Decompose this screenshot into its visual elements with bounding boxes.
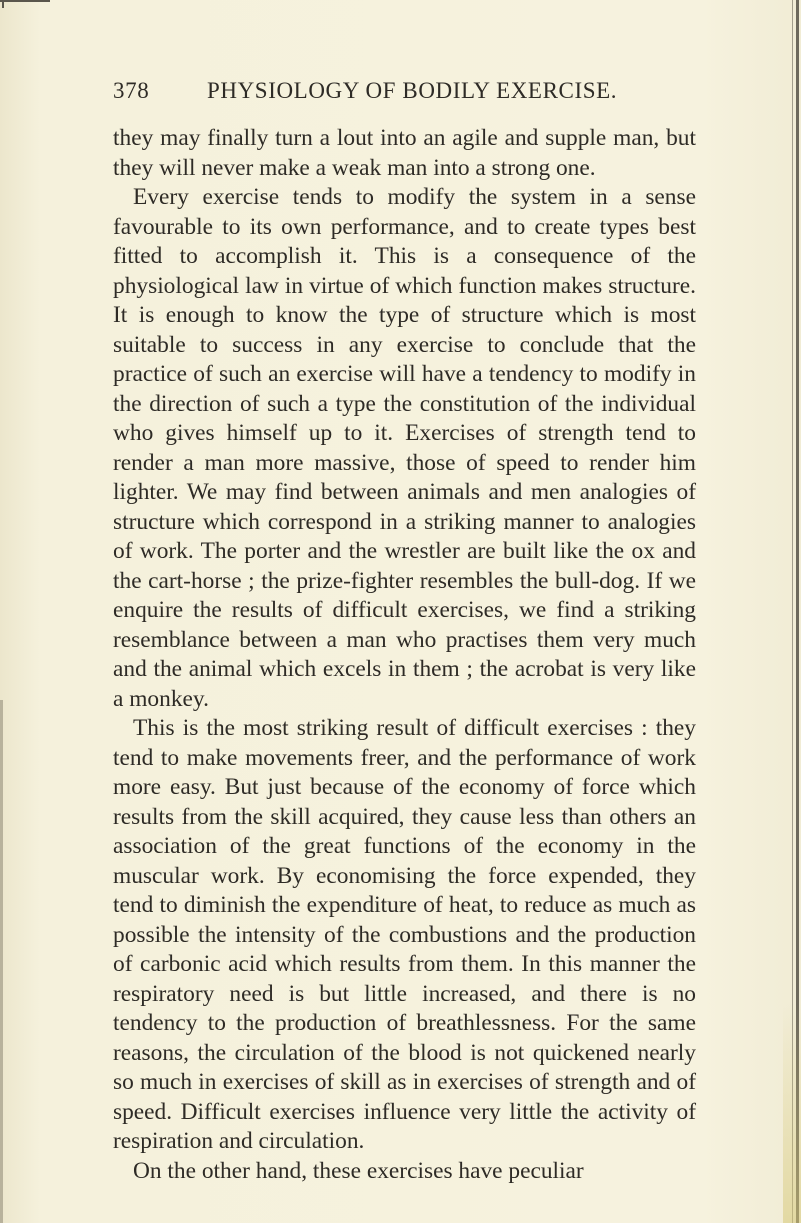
paragraph: On the other hand, these exercises have peculiar <box>133 1157 584 1184</box>
page-header <box>113 78 678 112</box>
top-left-scan-edge <box>0 0 50 2</box>
body-text <box>113 124 696 1186</box>
page-corner-stain <box>783 1003 801 1223</box>
paragraph: they may finally turn a lout into an agile and supple man, but they will never make a weak man into a strong one. <box>113 125 696 181</box>
page-number: 378 <box>113 78 150 103</box>
paragraph: This is the most striking result of difficult exercises : they tend to make movements freer, and the performance of work more easy. But just because of the economy of force which results from the skill acquired, they cause less than others an association of the great functions of the economy in the muscular work. By economising the force expended, they tend to diminish the expenditure of heat, to reduce as much as possible the intensity of the combustions and the production of carbonic acid which results from them. In this manner the respiratory need is but little increased, and there is no tendency to the production of breathlessness. For the same reasons, the circulation of the blood is not quickened nearly so much in exercises of skill as in exercises of strength and of speed. Difficult exercises influence very little the activity of respiration and circulation. <box>113 715 696 1154</box>
running-head: PHYSIOLOGY OF BODILY EXERCISE. <box>207 78 618 103</box>
left-scan-edge <box>2 0 4 8</box>
bottom-left-binding-shadow <box>0 700 3 1223</box>
paragraph: Every exercise tends to modify the system in a sense favourable to its own performance, and to create types best fitted to accomplish it. This is a consequence of the physiological law in virtue of which function makes structure. It is enough to know the type of structure which is most suitable to success in any exercise to conclude that the practice of such an exercise will have a tendency to modify in the direction of such a type the constitution of the individual who gives himself up to it. Exercises of strength tend to render a man more massive, those of speed to render him lighter. We may find between animals and men analogies of structure which correspond in a striking manner to analogies of work. The porter and the wrestler are built like the ox and the cart-horse ; the prize-fighter resembles the bull-dog. If we enquire the results of difficult exercises, we find a striking resemblance between a man who practises them very much and the animal which excels in them ; the acrobat is very like a monkey. <box>113 184 696 712</box>
